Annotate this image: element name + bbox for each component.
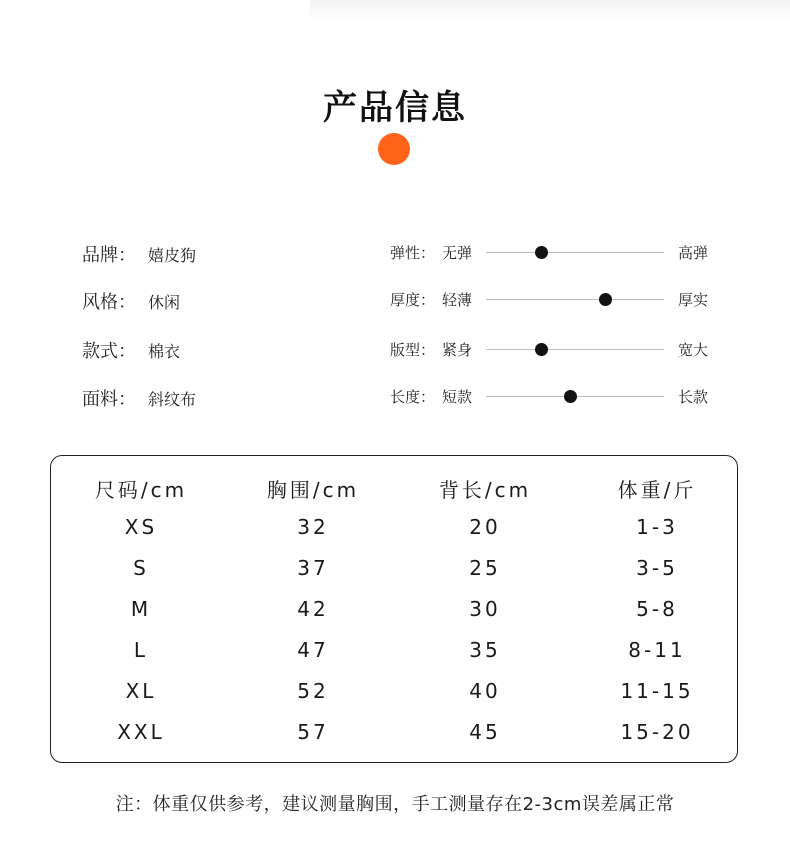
slider-label: 弹性：	[390, 244, 436, 262]
slider-low-label: 短款	[442, 388, 473, 406]
attribute-key: 面料：	[82, 389, 136, 410]
table-cell: XL	[125, 679, 157, 703]
attribute-value: 棉衣	[148, 342, 181, 361]
table-cell: 30	[469, 597, 501, 621]
slider-track	[486, 299, 664, 300]
slider-track	[486, 349, 664, 350]
table-cell: 42	[297, 597, 329, 621]
slider-knob	[535, 343, 548, 356]
attribute-type	[82, 337, 180, 363]
attribute-style	[82, 288, 180, 314]
footnote: 注：体重仅供参考，建议测量胸围，手工测量存在2-3cm误差属正常	[115, 794, 675, 815]
table-cell: 5-8	[636, 597, 678, 621]
slider-label: 版型：	[390, 341, 436, 359]
table-header-row	[51, 474, 739, 504]
table-cell: 35	[469, 638, 501, 662]
slider-knob	[599, 293, 612, 306]
table-cell: M	[130, 597, 152, 621]
attribute-fabric	[82, 385, 196, 411]
slider-high-label: 长款	[678, 388, 709, 406]
accent-dot	[378, 133, 410, 165]
table-cell: 11-15	[620, 679, 694, 703]
attribute-value: 斜纹布	[148, 390, 197, 409]
table-cell: 8-11	[628, 638, 686, 662]
table-row	[51, 638, 739, 668]
slider-high-label: 高弹	[678, 244, 709, 262]
size-table	[50, 455, 738, 763]
table-cell: XXL	[117, 720, 165, 744]
table-cell: 40	[469, 679, 501, 703]
table-cell: 25	[469, 556, 501, 580]
slider-fit	[390, 337, 720, 361]
attribute-key: 风格：	[82, 292, 136, 313]
slider-knob	[535, 246, 548, 259]
slider-label: 长度：	[390, 388, 436, 406]
slider-knob	[564, 390, 577, 403]
table-cell: XS	[124, 515, 158, 539]
table-row	[51, 679, 739, 709]
attribute-brand	[82, 241, 196, 267]
table-cell: 57	[297, 720, 329, 744]
page-title: 产品信息	[323, 88, 467, 128]
table-cell: 47	[297, 638, 329, 662]
table-cell: L	[133, 638, 149, 662]
attribute-value: 休闲	[148, 293, 181, 312]
slider-low-label: 轻薄	[442, 291, 473, 309]
table-row	[51, 556, 739, 586]
table-cell: 20	[469, 515, 501, 539]
slider-length	[390, 384, 720, 408]
slider-high-label: 宽大	[678, 341, 709, 359]
table-header-cell: 体重/斤	[617, 478, 697, 502]
top-fade-decoration	[310, 0, 790, 22]
table-cell: 45	[469, 720, 501, 744]
slider-low-label: 紧身	[442, 341, 473, 359]
table-header-cell: 尺码/cm	[94, 478, 188, 502]
table-cell: 3-5	[636, 556, 678, 580]
attribute-value: 嬉皮狗	[148, 246, 197, 265]
table-cell: 37	[297, 556, 329, 580]
table-header-cell: 背长/cm	[438, 478, 532, 502]
attribute-key: 款式：	[82, 341, 136, 362]
table-row	[51, 515, 739, 545]
table-cell: 32	[297, 515, 329, 539]
slider-label: 厚度：	[390, 291, 436, 309]
table-cell: 15-20	[620, 720, 694, 744]
slider-thickness	[390, 287, 720, 311]
attribute-key: 品牌：	[82, 245, 136, 266]
table-cell: S	[133, 556, 149, 580]
slider-elasticity	[390, 240, 720, 264]
table-cell: 52	[297, 679, 329, 703]
table-row	[51, 597, 739, 627]
slider-track	[486, 252, 664, 253]
table-header-cell: 胸围/cm	[266, 478, 360, 502]
table-row	[51, 720, 739, 750]
table-cell: 1-3	[636, 515, 678, 539]
slider-high-label: 厚实	[678, 291, 709, 309]
slider-low-label: 无弹	[442, 244, 473, 262]
